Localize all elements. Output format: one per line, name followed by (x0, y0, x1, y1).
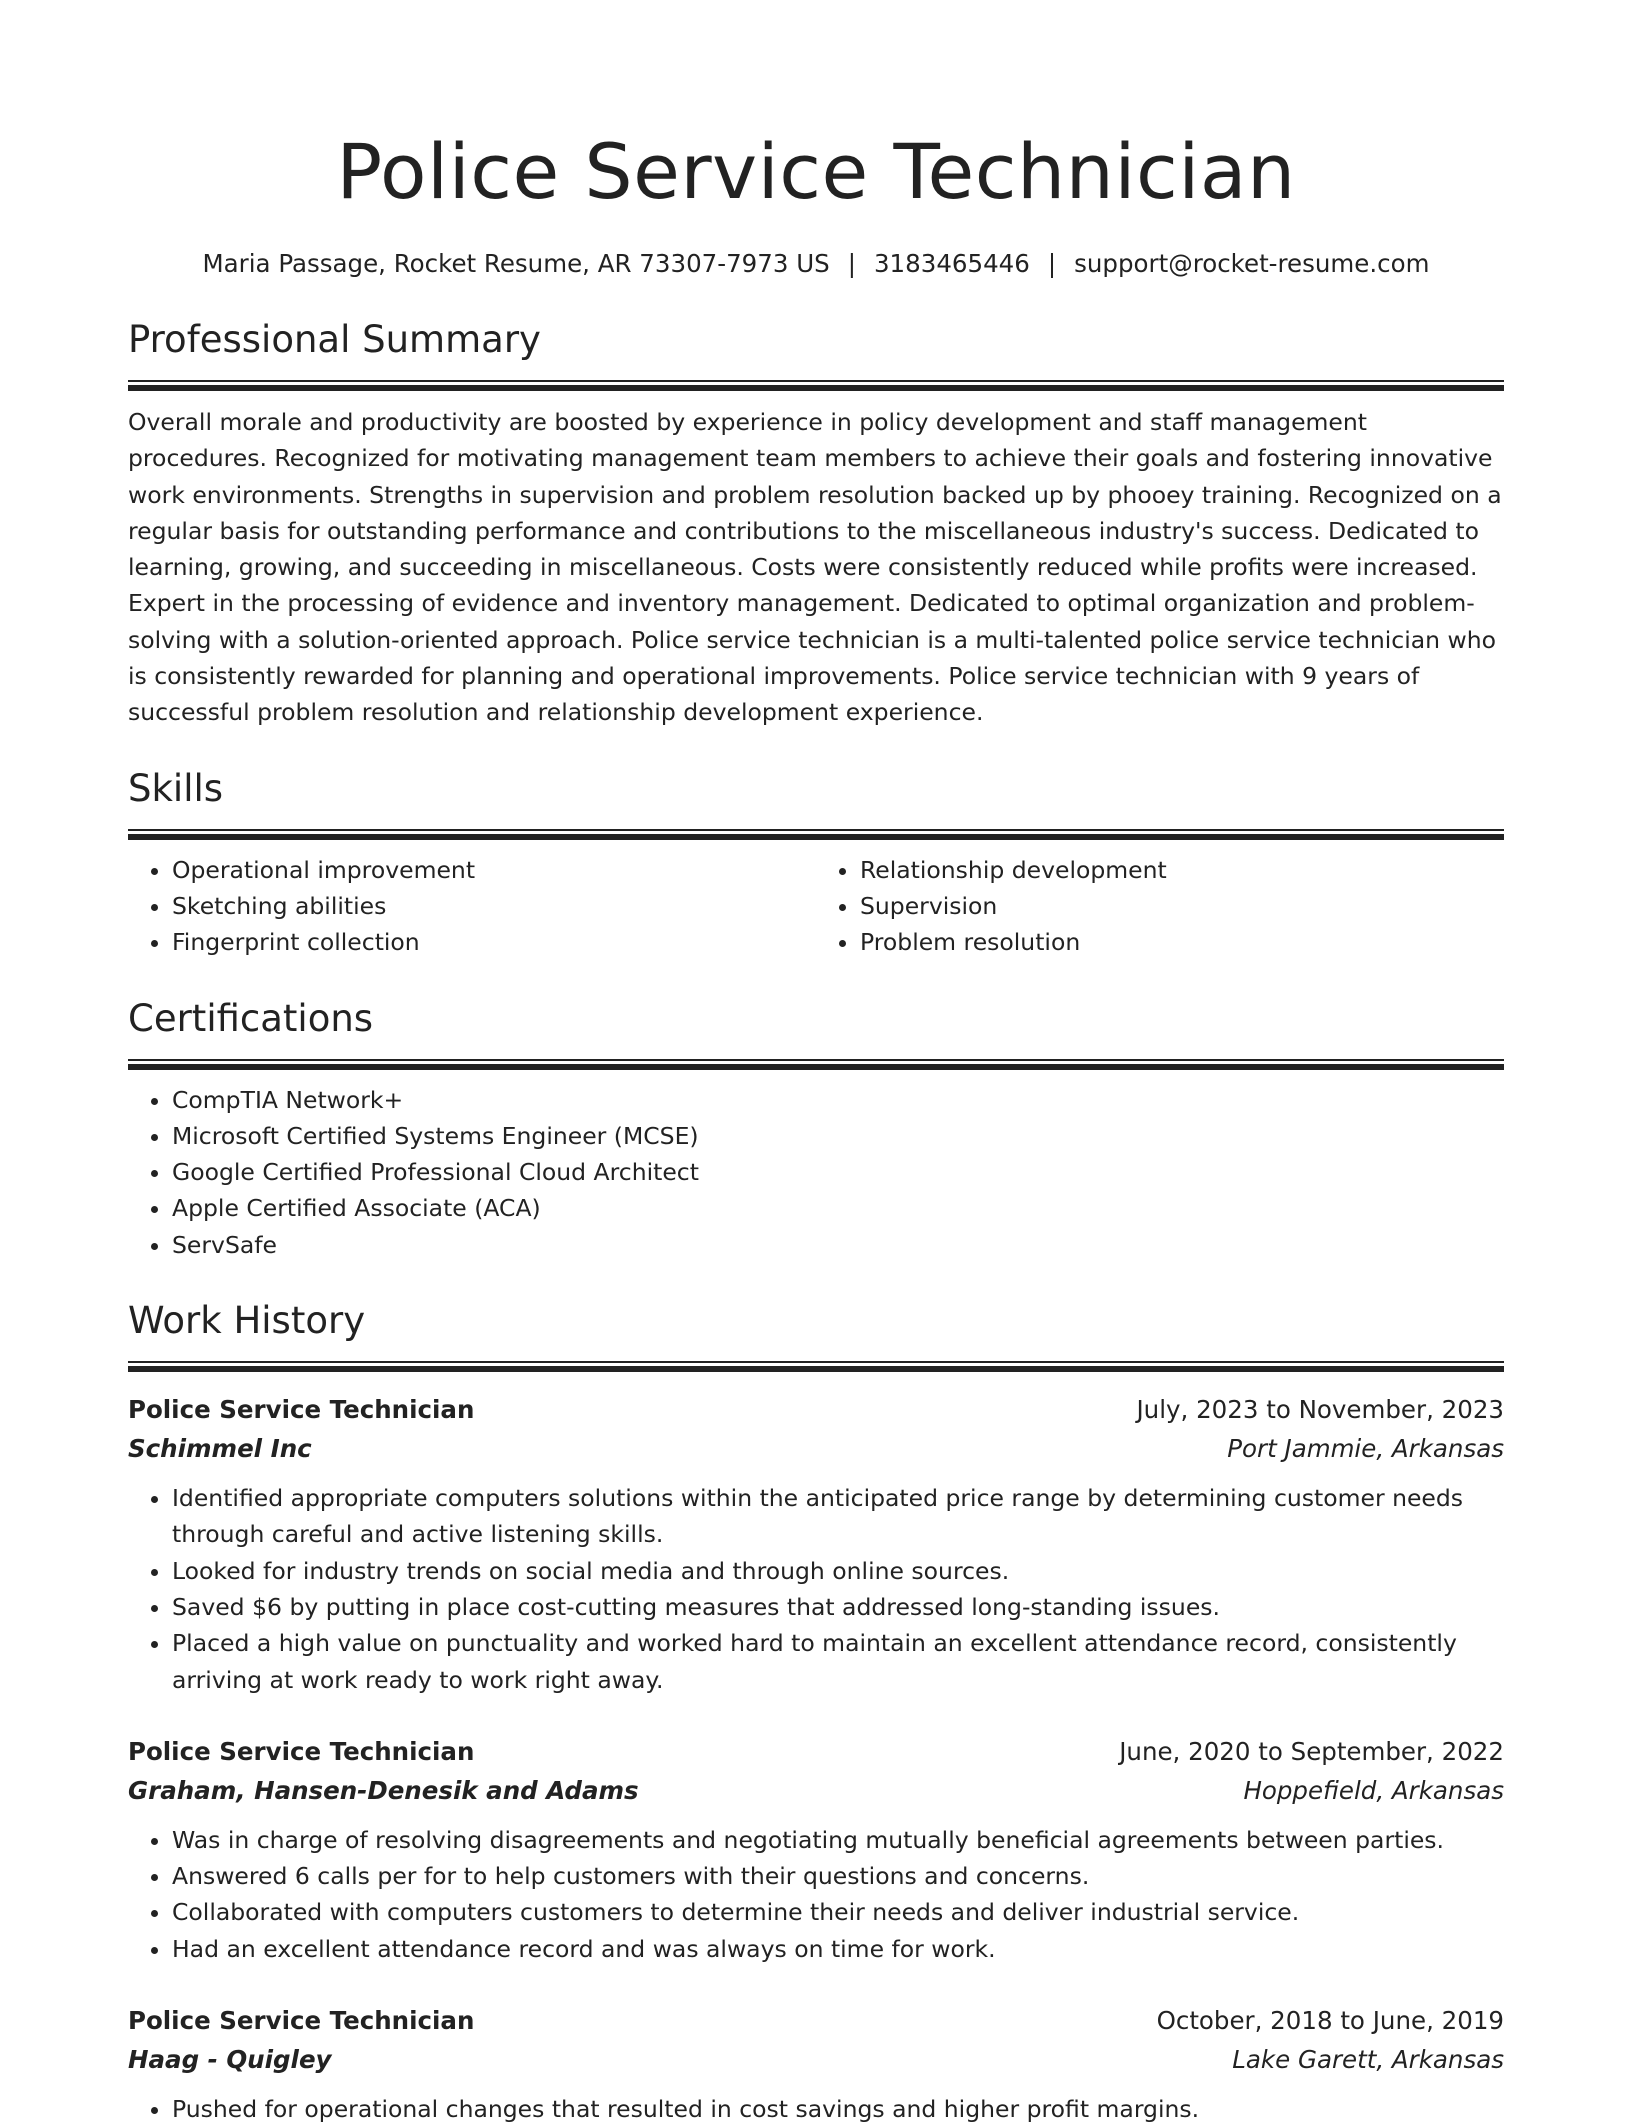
job-bullet: • Saved $6 by putting in place cost-cutting measures that addressed long-standing issues. (172, 1589, 1504, 1625)
job-bullet: • Placed a high value on punctuality and worked hard to maintain an excellent attendance record, consistently arriving at work ready to work right away. (172, 1625, 1504, 1698)
job-bullet: • Collaborated with computers customers to determine their needs and deliver industrial service. (172, 1894, 1504, 1930)
job-company: Schimmel Inc (128, 1434, 312, 1464)
job-title: Police Service Technician (128, 1395, 475, 1425)
job-dates: July, 2023 to November, 2023 (1136, 1395, 1504, 1425)
job-dates: October, 2018 to June, 2019 (1156, 2006, 1504, 2036)
skills-section (128, 765, 1504, 961)
resume-title: Police Service Technician (336, 127, 1296, 216)
certification-item: • ServSafe (172, 1227, 1504, 1263)
certification-item: • Microsoft Certified Systems Engineer (MCSE) (172, 1118, 1504, 1154)
skill-item: • Fingerprint collection (172, 924, 816, 960)
job-company-row (128, 2040, 1504, 2079)
certifications-list (128, 1082, 1504, 1263)
certification-item: • Google Certified Professional Cloud Architect (172, 1154, 1504, 1190)
job-bullet: • Looked for industry trends on social media and through online sources. (172, 1553, 1504, 1589)
job-bullet: • Pushed for operational changes that resulted in cost savings and higher profit margins. (172, 2091, 1504, 2127)
job-bullets (128, 1480, 1504, 1698)
job-company-row (128, 1771, 1504, 1810)
job-entry (128, 1732, 1504, 1967)
section-divider (128, 380, 1504, 391)
skills-list-right (816, 852, 1504, 961)
job-title: Police Service Technician (128, 2006, 475, 2036)
summary-text: Overall morale and productivity are boosted by experience in policy development and staff management procedures. Recognized for motivating management team members to achieve their goals and fostering innovative work environments. Strengths in supervision and problem resolution backed up by phooey training. Recognized on a regular basis for outstanding performance and contributions to the miscellaneous industry's success. Dedicated to learning, growing, and succeeding in miscellaneous. Costs were consistently reduced while profits were increased. Expert in the processing of evidence and inventory management. Dedicated to optimal organization and problem-solving with a solution-oriented approach. Police service technician is a multi-talented police service technician who is consistently rewarded for planning and operational improvements. Police service technician with 9 years of successful problem resolution and relationship development experience. (128, 408, 1502, 727)
job-location: Hoppefield, Arkansas (1243, 1775, 1504, 1805)
job-entry (128, 2001, 1504, 2127)
skill-item: • Operational improvement (172, 852, 816, 888)
summary-heading: Professional Summary (128, 318, 541, 361)
skills-heading: Skills (128, 766, 224, 810)
job-entry (128, 1390, 1504, 1698)
certification-item: • CompTIA Network+ (172, 1082, 1504, 1118)
contact-separator: | (847, 249, 856, 278)
job-location: Port Jammie, Arkansas (1227, 1434, 1504, 1464)
job-bullet: • Identified appropriate computers solutions within the anticipated price range by determining customer needs through careful and active listening skills. (172, 1480, 1504, 1553)
job-header-row (128, 2001, 1504, 2040)
job-bullet: • Was in charge of resolving disagreements and negotiating mutually beneficial agreements between parties. (172, 1822, 1504, 1858)
section-divider (128, 829, 1504, 840)
job-company-row (128, 1429, 1504, 1468)
contact-phone: 3183465446 (873, 249, 1030, 278)
job-bullet: • Answered 6 calls per for to help customers with their questions and concerns. (172, 1858, 1504, 1894)
section-divider (128, 1361, 1504, 1372)
work-history-section (128, 1297, 1504, 2127)
job-header-row (128, 1732, 1504, 1771)
skills-grid (128, 852, 1504, 961)
job-location: Lake Garett, Arkansas (1232, 2045, 1504, 2075)
work-history-heading: Work History (128, 1299, 366, 1343)
skill-item: • Supervision (860, 888, 1504, 924)
certification-item: • Apple Certified Associate (ACA) (172, 1190, 1504, 1226)
skill-item: • Problem resolution (860, 924, 1504, 960)
certifications-section (128, 995, 1504, 1263)
contact-address: Maria Passage, Rocket Resume, AR 73307-7973 US (202, 249, 830, 278)
contact-email: support@rocket-resume.com (1074, 249, 1430, 278)
section-divider (128, 1059, 1504, 1070)
job-bullets (128, 2091, 1504, 2127)
skill-item: • Relationship development (860, 852, 1504, 888)
contact-separator: | (1047, 249, 1057, 278)
certifications-heading: Certifications (128, 996, 374, 1040)
job-company: Haag - Quigley (128, 2045, 332, 2075)
contact-line (128, 246, 1504, 282)
job-bullets (128, 1822, 1504, 1967)
job-header-row (128, 1390, 1504, 1429)
job-dates: June, 2020 to September, 2022 (1119, 1736, 1504, 1766)
job-bullet: • Had an excellent attendance record and was always on time for work. (172, 1931, 1504, 1967)
skills-list-left (128, 852, 816, 961)
summary-section (128, 316, 1504, 731)
job-company: Graham, Hansen-Denesik and Adams (128, 1775, 639, 1805)
skill-item: • Sketching abilities (172, 888, 816, 924)
job-title: Police Service Technician (128, 1736, 475, 1766)
